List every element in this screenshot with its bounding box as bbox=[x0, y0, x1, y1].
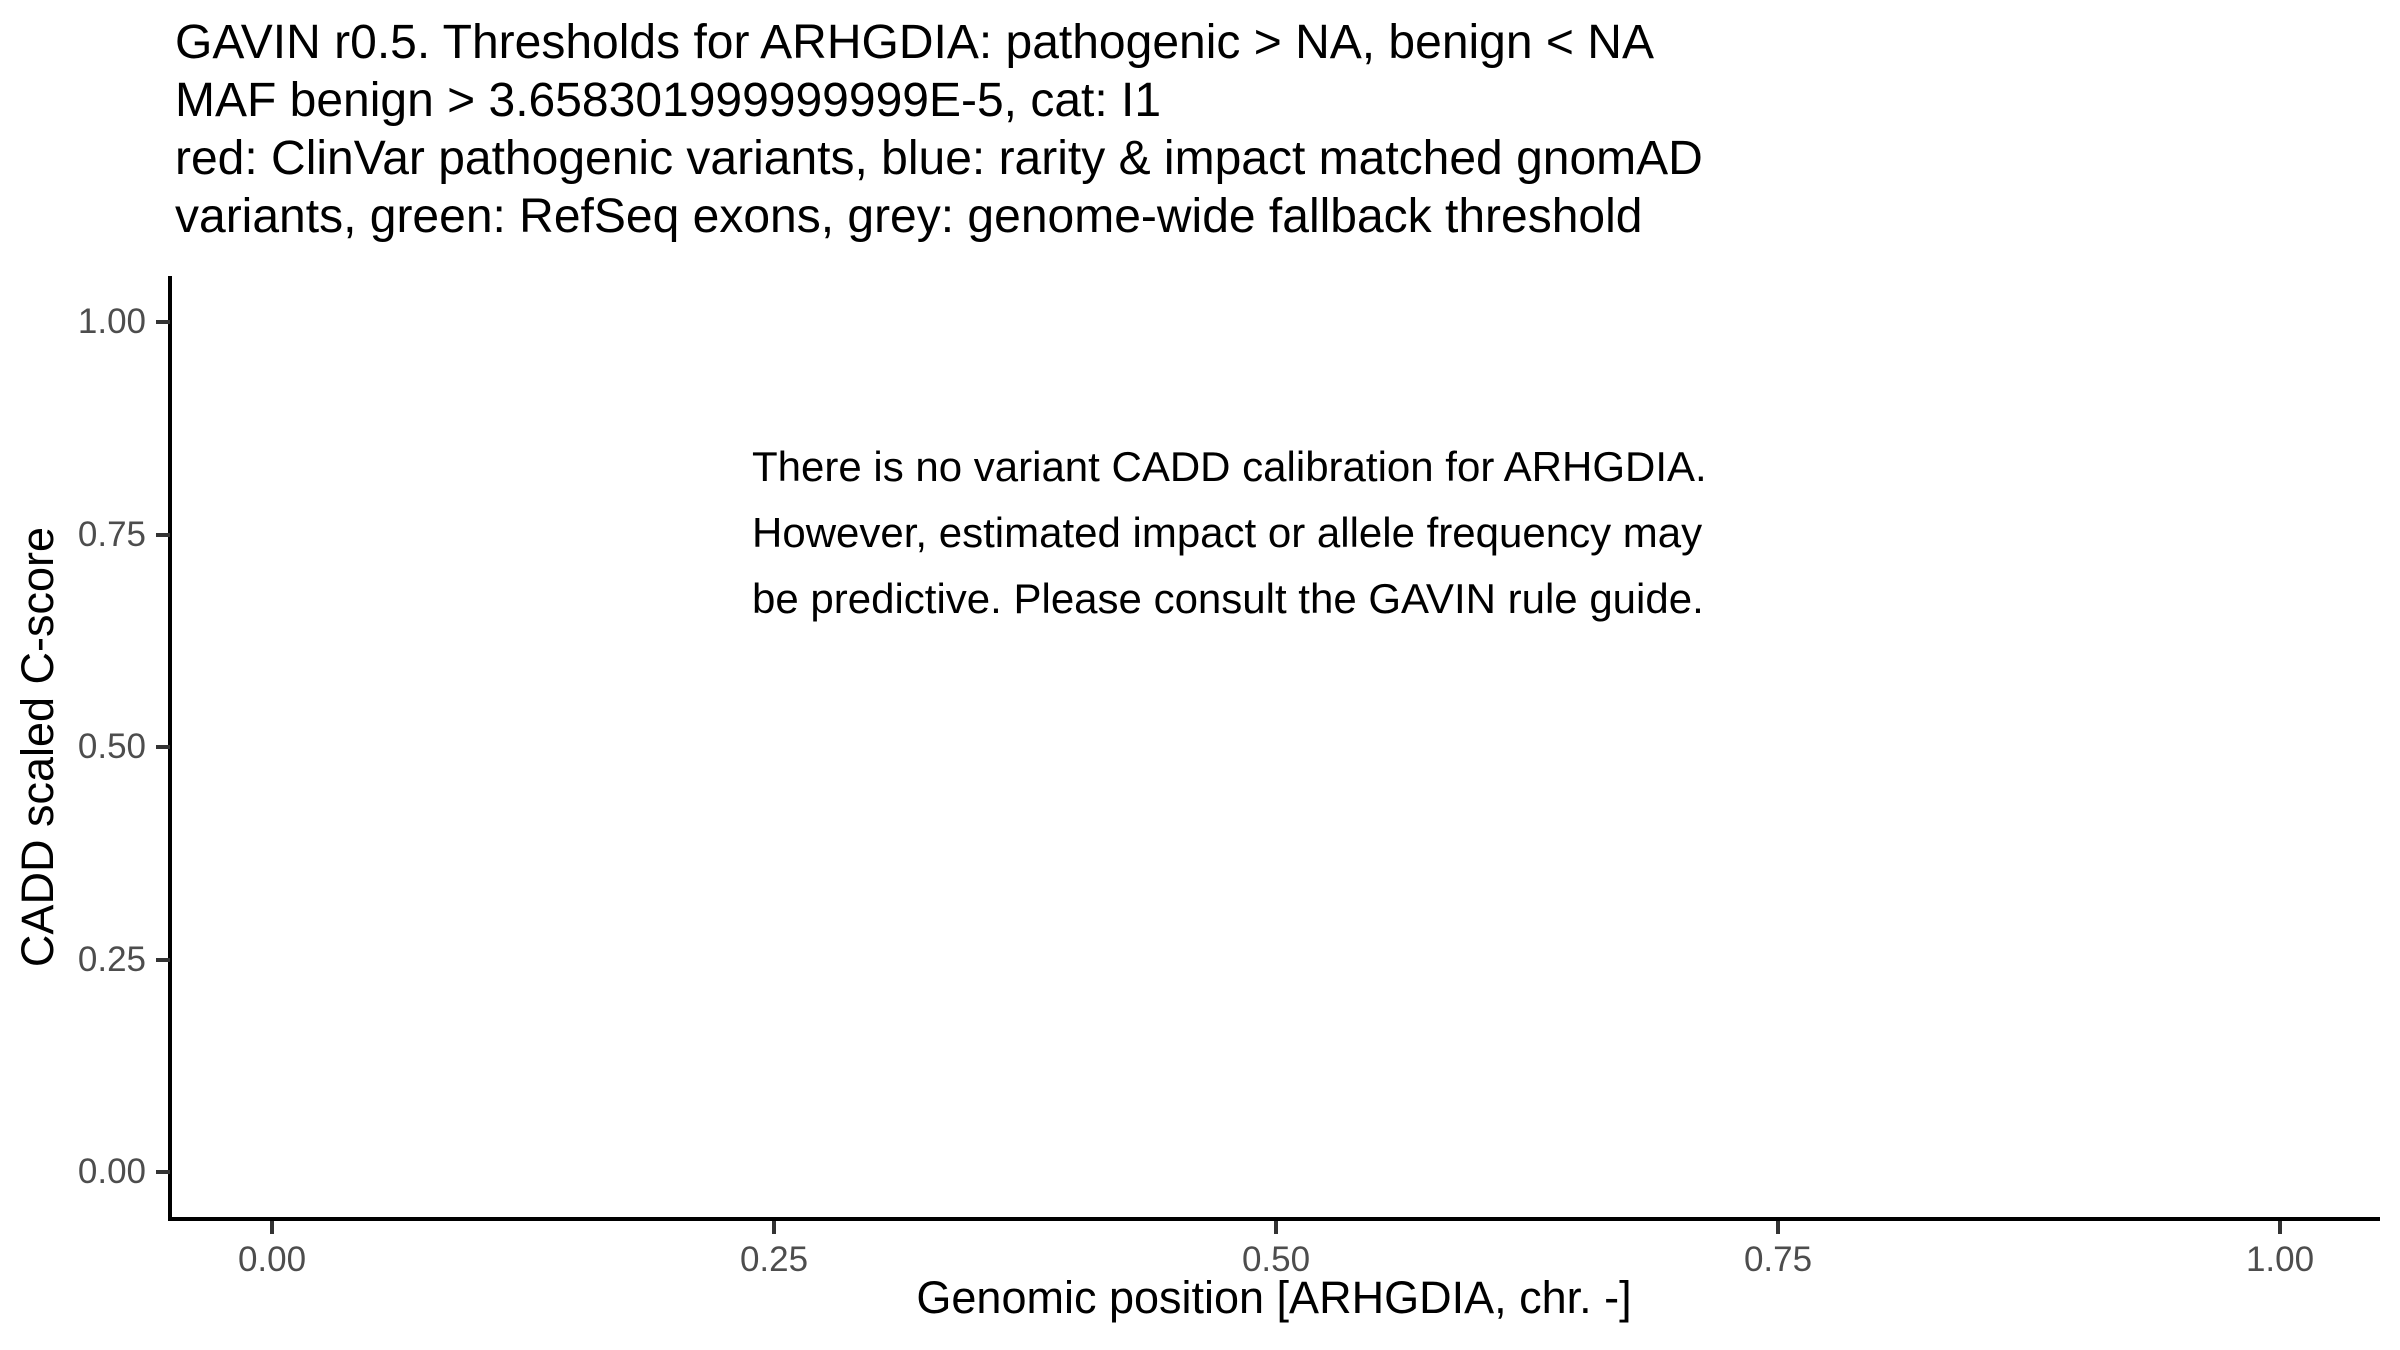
y-tick-mark-0.75 bbox=[156, 533, 170, 537]
y-tick-label: 0.75 bbox=[77, 515, 146, 554]
x-tick-mark-1.00 bbox=[2278, 1221, 2282, 1234]
no-calibration-annotation bbox=[752, 434, 1707, 632]
y-axis-title: CADD scaled C-score bbox=[12, 526, 63, 968]
x-tick-label: 0.00 bbox=[237, 1240, 307, 1279]
annotation-line-3: be predictive. Please consult the GAVIN rule guide. bbox=[752, 575, 1704, 622]
y-tick-label: 1.00 bbox=[77, 302, 146, 341]
x-tick-mark-0.00 bbox=[270, 1221, 274, 1234]
x-tick-mark-0.75 bbox=[1776, 1221, 1780, 1234]
x-tick-mark-0.25 bbox=[772, 1221, 776, 1234]
chart-title bbox=[175, 14, 1703, 246]
x-tick-label: 1.00 bbox=[2245, 1240, 2315, 1279]
y-tick-mark-0.50 bbox=[156, 745, 170, 749]
chart-title-line-3: red: ClinVar pathogenic variants, blue: rarity & impact matched gnomAD bbox=[175, 132, 1703, 185]
chart-title-line-4: variants, green: RefSeq exons, grey: genome-wide fallback threshold bbox=[175, 190, 1643, 243]
y-tick-mark-0.25 bbox=[156, 958, 170, 962]
y-tick-label: 0.50 bbox=[77, 727, 146, 766]
x-tick-label: 0.25 bbox=[739, 1240, 809, 1279]
x-tick-label: 0.75 bbox=[1743, 1240, 1813, 1279]
y-tick-label: 0.25 bbox=[77, 940, 146, 979]
annotation-line-2: However, estimated impact or allele frequency may bbox=[752, 509, 1703, 556]
plot-panel bbox=[170, 276, 2380, 1221]
x-axis-title: Genomic position [ARHGDIA, chr. -] bbox=[916, 1272, 1632, 1323]
chart-title-line-2: MAF benign > 3.658301999999999E-5, cat: I1 bbox=[175, 74, 1162, 127]
y-tick-label: 0.00 bbox=[77, 1152, 146, 1191]
chart-title-line-1: GAVIN r0.5. Thresholds for ARHGDIA: pathogenic > NA, benign < NA bbox=[175, 16, 1654, 69]
x-tick-mark-0.50 bbox=[1274, 1221, 1278, 1234]
annotation-line-1: There is no variant CADD calibration for ARHGDIA. bbox=[752, 443, 1707, 490]
y-tick-mark-0.00 bbox=[156, 1170, 170, 1174]
y-tick-mark-1.00 bbox=[156, 320, 170, 324]
x-tick-label: 0.50 bbox=[1241, 1240, 1311, 1279]
